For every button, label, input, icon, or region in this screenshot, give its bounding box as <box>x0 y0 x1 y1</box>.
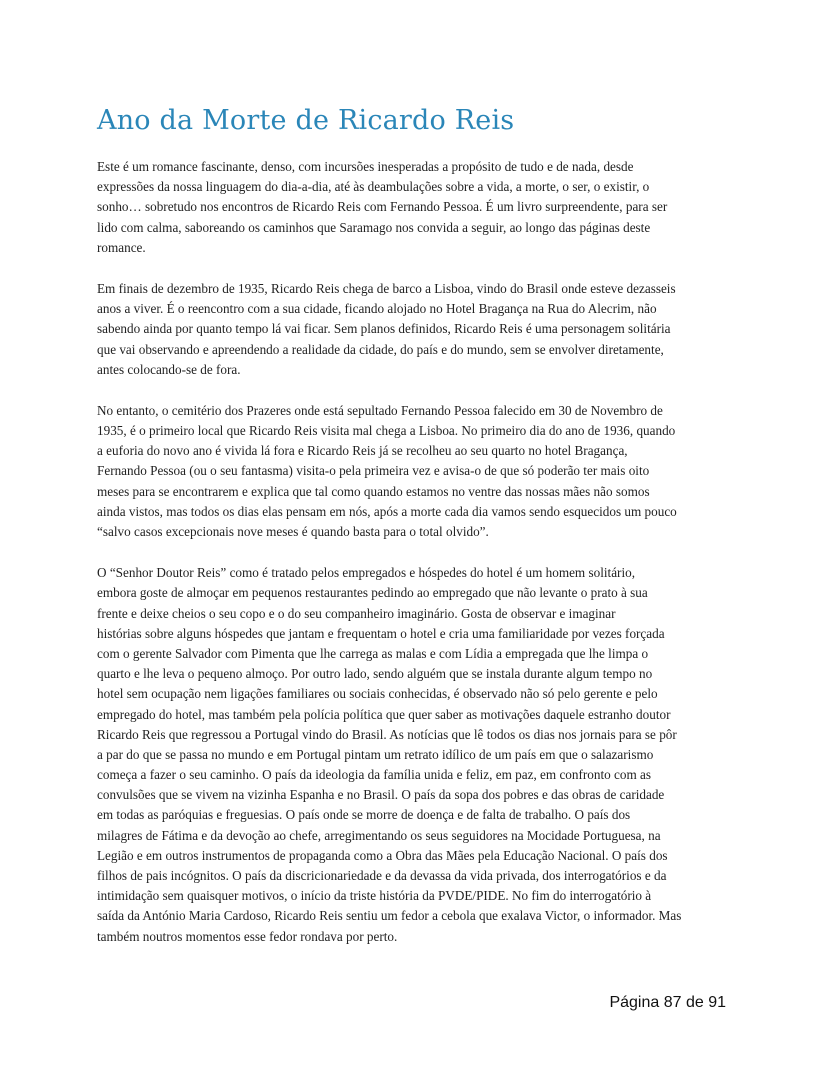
paragraph <box>97 157 737 258</box>
text-line: O “Senhor Doutor Reis” como é tratado pelos empregados e hóspedes do hotel é um homem solitário, <box>97 565 635 581</box>
text-line: No entanto, o cemitério dos Prazeres onde está sepultado Fernando Pessoa falecido em 30 de Novembro de <box>97 402 663 418</box>
text-line: começa a fazer o seu caminho. O país da ideologia da família unida e feliz, em paz, em confronto com as <box>97 767 652 783</box>
text-line: quarto e lhe leva o pequeno almoço. Por outro lado, sendo alguém que se instala durante algum tempo no <box>97 666 653 682</box>
page-title: Ano da Morte de Ricardo Reis <box>97 105 515 136</box>
text-line: sabendo ainda por quanto tempo lá vai ficar. Sem planos definidos, Ricardo Reis é uma personagem solitária <box>97 321 671 337</box>
paragraph <box>97 401 737 542</box>
text-line: intimidação sem quaisquer motivos, o início da triste história da PVDE/PIDE. No fim do interrogatório à <box>97 888 652 904</box>
text-line: empregado do hotel, mas também pela polícia política que quer saber as motivações daquele estranho doutor <box>97 706 671 722</box>
text-line: Legião e em outros instrumentos de propaganda como a Obra das Mães pela Educação Nacional. O país dos <box>97 847 668 863</box>
text-line: a par do que se passa no mundo e em Portugal pintam um retrato idílico de um país em que o salazarismo <box>97 746 654 762</box>
text-line: convulsões que se vivem na vizinha Espanha e no Brasil. O país da sopa dos pobres e das obras de caridade <box>97 787 665 803</box>
text-line: também noutros momentos esse fedor rondava por perto. <box>97 928 398 944</box>
text-line: embora goste de almoçar em pequenos restaurantes pedindo ao empregado que não levante o prato à sua <box>97 585 648 601</box>
paragraph <box>97 563 737 947</box>
text-line: Fernando Pessoa (ou o seu fantasma) visita-o pela primeira vez e avisa-o de que só poderão ter mais oito <box>97 463 650 479</box>
text-line: lido com calma, saboreando os caminhos que Saramago nos convida a seguir, ao longo das páginas deste <box>97 219 651 235</box>
text-line: “salvo casos excepcionais nove meses é quando basta para o total olvido”. <box>97 524 489 539</box>
text-line: romance. <box>97 239 146 255</box>
text-line: meses para se encontrarem e explica que tal como quando estamos no ventre das nossas mães não somos <box>97 483 650 499</box>
text-line: frente e deixe cheios o seu copo e o do seu companheiro imaginário. Gosta de observar e imaginar <box>97 605 616 621</box>
text-line: que vai observando e apreendendo a realidade da cidade, do país e do mundo, sem se envolver diretamente, <box>97 341 664 357</box>
article-body <box>97 157 737 968</box>
text-line: sonho… sobretudo nos encontros de Ricardo Reis com Fernando Pessoa. É um livro surpreendente, para ser <box>97 199 668 215</box>
text-line: em todas as paróquias e freguesias. O país onde se morre de doença e de falta de trabalho. O país dos <box>97 807 631 823</box>
text-line: Ricardo Reis que regressou a Portugal vindo do Brasil. As notícias que lê todos os dias nos jornais para se pôr <box>97 726 677 742</box>
paragraph <box>97 279 737 380</box>
text-line: filhos de pais incógnitos. O país da discricionariedade e da devassa da vida privada, dos interrogatórios e da <box>97 868 667 883</box>
text-line: saída da António Maria Cardoso, Ricardo Reis sentiu um fedor a cebola que exalava Victor, o informador. Mas <box>97 908 682 924</box>
text-line: Em finais de dezembro de 1935, Ricardo Reis chega de barco a Lisboa, vindo do Brasil onde esteve dezasseis <box>97 280 676 296</box>
text-line: a euforia do novo ano é vivida lá fora e Ricardo Reis já se recolheu ao seu quarto no hotel Bragança, <box>97 443 628 459</box>
text-line: 1935, é o primeiro local que Ricardo Reis visita mal chega a Lisboa. No primeiro dia do ano de 1936, quando <box>97 423 676 439</box>
text-line: ainda vistos, mas todos os dias elas pensam em nós, após a morte cada dia vamos sendo esquecidos um pouco <box>97 503 677 519</box>
text-line: hotel sem ocupação nem ligações familiares ou sociais conhecidas, é observado não só pelo gerente e pelo <box>97 686 658 702</box>
text-line: anos a viver. É o reencontro com a sua cidade, ficando alojado no Hotel Bragança na Rua do Alecrim, não <box>97 301 657 317</box>
text-line: antes colocando-se de fora. <box>97 361 241 377</box>
text-line: histórias sobre alguns hóspedes que jantam e frequentam o hotel e cria uma familiaridade por vezes forçada <box>97 625 665 641</box>
text-line: Este é um romance fascinante, denso, com incursões inesperadas a propósito de tudo e de nada, desde <box>97 159 634 174</box>
text-line: com o gerente Salvador com Pimenta que lhe carrega as malas e com Lídia a empregada que lhe limpa o <box>97 645 649 661</box>
text-line: expressões da nossa linguagem do dia-a-dia, até às deambulações sobre a vida, a morte, o ser, o existir, o <box>97 179 650 195</box>
page-number: Página 87 de 91 <box>609 994 726 1011</box>
text-line: milagres de Fátima e da devoção ao chefe, arregimentando os seus seguidores na Mocidade Portuguesa, na <box>97 827 661 843</box>
